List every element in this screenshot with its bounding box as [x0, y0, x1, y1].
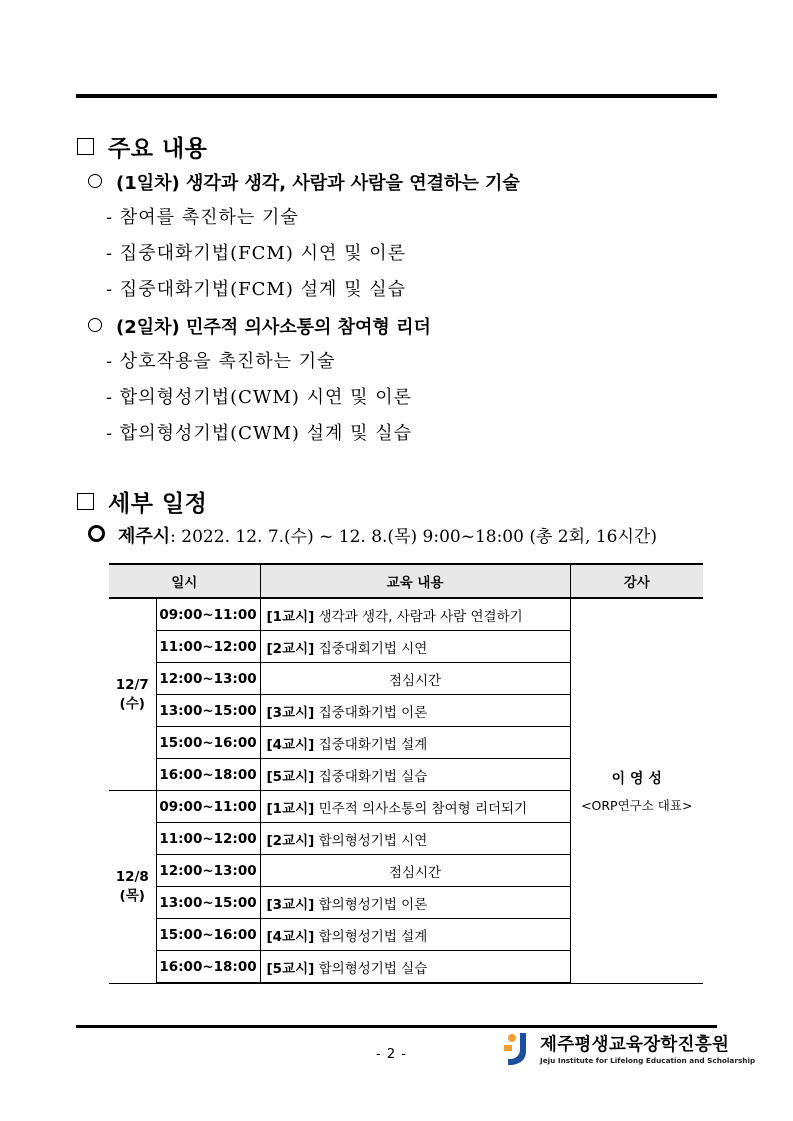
content-cell: [2교시] 합의형성기법 시연	[260, 823, 570, 855]
lunch-cell: 점심시간	[260, 663, 570, 695]
org-name-english: Jeju Institute for Lifelong Education and Scholarship	[540, 1056, 756, 1065]
list-item: - 합의형성기법(CWM) 설계 및 실습	[106, 423, 412, 444]
checkbox-square-icon	[77, 138, 94, 155]
content-cell: [2교시] 집중대회기법 시연	[260, 631, 570, 663]
content-cell: [5교시] 집중대화기법 실습	[260, 759, 570, 791]
instructor-name: 이 영 성	[611, 770, 662, 787]
time-cell: 13:00~15:00	[156, 695, 260, 727]
section-heading-main-content: 주요 내용	[77, 130, 207, 163]
time-cell: 12:00~13:00	[156, 663, 260, 695]
time-cell: 16:00~18:00	[156, 759, 260, 791]
header-instructor: 강사	[570, 564, 703, 598]
time-cell: 11:00~12:00	[156, 631, 260, 663]
lunch-cell: 점심시간	[260, 855, 570, 887]
time-cell: 09:00~11:00	[156, 598, 260, 631]
content-cell: [1교시] 민주적 의사소통의 참여형 리더되기	[260, 791, 570, 823]
org-name: 제주평생교육장학진흥원	[540, 1035, 730, 1055]
time-cell: 12:00~13:00	[156, 855, 260, 887]
content-cell: [4교시] 합의형성기법 설계	[260, 919, 570, 951]
time-cell: 15:00~16:00	[156, 919, 260, 951]
location-detail: : 2022. 12. 7.(수) ~ 12. 8.(목) 9:00~18:00 (총 2회, 16시간)	[170, 527, 657, 547]
circle-bullet-icon	[88, 525, 105, 542]
time-cell: 13:00~15:00	[156, 887, 260, 919]
table-row	[109, 598, 703, 631]
time-cell: 15:00~16:00	[156, 727, 260, 759]
circle-bullet-icon	[88, 318, 102, 332]
bottom-rule	[76, 1025, 717, 1028]
list-item: - 집중대화기법(FCM) 설계 및 실습	[106, 279, 406, 300]
checkbox-square-icon	[77, 493, 94, 510]
table-header-row	[109, 564, 703, 598]
content-cell: [3교시] 집중대화기법 이론	[260, 695, 570, 727]
instructor-org: <ORP연구소 대표>	[581, 797, 693, 813]
day2-heading: (2일차) 민주적 의사소통의 참여형 리더	[88, 313, 431, 339]
day1-heading: (1일차) 생각과 생각, 사람과 사람을 연결하는 기술	[88, 169, 520, 195]
list-item: - 합의형성기법(CWM) 시연 및 이론	[106, 387, 412, 408]
time-cell: 09:00~11:00	[156, 791, 260, 823]
list-item: - 상호작용을 촉진하는 기술	[106, 351, 336, 372]
header-datetime: 일시	[109, 564, 260, 598]
time-cell: 16:00~18:00	[156, 951, 260, 984]
jeju-logo-icon	[500, 1029, 534, 1067]
date-cell: 12/8 (목)	[109, 791, 156, 984]
header-content: 교육 내용	[260, 564, 570, 598]
time-cell: 11:00~12:00	[156, 823, 260, 855]
org-logo	[500, 1029, 756, 1069]
page-number: - 2 -	[376, 1047, 407, 1062]
top-rule	[76, 94, 717, 98]
section-heading-schedule: 세부 일정	[77, 485, 207, 518]
schedule-table	[109, 563, 703, 984]
content-cell: [1교시] 생각과 생각, 사람과 사람 연결하기	[260, 598, 570, 631]
instructor-cell	[570, 598, 703, 983]
date-cell: 12/7 (수)	[109, 598, 156, 791]
content-cell: [3교시] 합의형성기법 이론	[260, 887, 570, 919]
content-cell: [5교시] 합의형성기법 실습	[260, 951, 570, 984]
list-item: - 참여를 촉진하는 기술	[106, 207, 299, 228]
list-item: - 집중대화기법(FCM) 시연 및 이론	[106, 243, 406, 264]
location-line	[88, 522, 657, 548]
circle-bullet-icon	[88, 174, 102, 188]
location-label: 제주시	[118, 526, 171, 547]
content-cell: [4교시] 집중대화기법 설계	[260, 727, 570, 759]
